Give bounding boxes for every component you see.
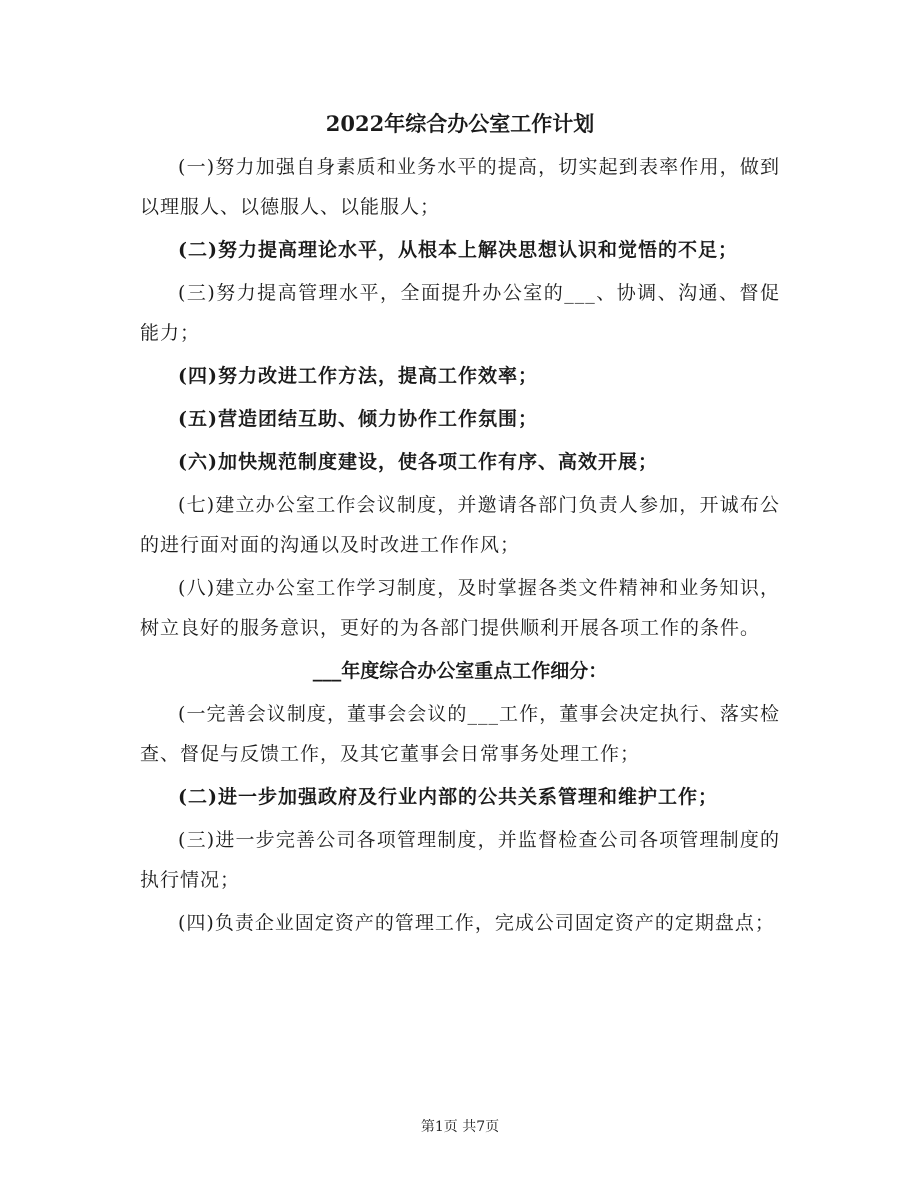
paragraph-6: (六)加快规范制度建设，使各项工作有序、高效开展； (178, 451, 658, 473)
paragraph-4: (四)努力改进工作方法，提高工作效率； (178, 365, 538, 387)
section-paragraph-1: (一完善会议制度，董事会会议的___工作，董事会决定执行、落实检查、督促与反馈工作，及其它董事会日常事务处理工作； (140, 703, 780, 765)
paragraph-8: (八)建立办公室工作学习制度，及时掌握各类文件精神和业务知识，树立良好的服务意识，更好的为各部门提供顺利开展各项工作的条件。 (140, 577, 780, 639)
document-body (140, 104, 780, 946)
paragraph-3: (三)努力提高管理水平，全面提升办公室的___、协调、沟通、督促能力； (140, 282, 780, 344)
section-paragraph-4: (四)负责企业固定资产的管理工作，完成公司固定资产的定期盘点； (178, 912, 775, 934)
document-title: 2022年综合办公室工作计划 (325, 111, 595, 136)
section-paragraph-3: (三)进一步完善公司各项管理制度，并监督检查公司各项管理制度的执行情况； (140, 829, 780, 891)
paragraph-5: (五)营造团结互助、倾力协作工作氛围； (178, 408, 538, 430)
paragraph-7: (七)建立办公室工作会议制度，并邀请各部门负责人参加，开诚布公的进行面对面的沟通以及时改进工作作风； (140, 494, 780, 556)
paragraph-2: (二)努力提高理论水平，从根本上解决思想认识和觉悟的不足； (178, 239, 738, 261)
section-paragraph-2: (二)进一步加强政府及行业内部的公共关系管理和维护工作； (178, 786, 718, 808)
page-number-footer: 第1页 共7页 (420, 1119, 500, 1135)
paragraph-1: (一)努力加强自身素质和业务水平的提高，切实起到表率作用，做到以理服人、以德服人、以能服人； (140, 156, 780, 218)
section-title: ___年度综合办公室重点工作细分： (312, 660, 608, 682)
